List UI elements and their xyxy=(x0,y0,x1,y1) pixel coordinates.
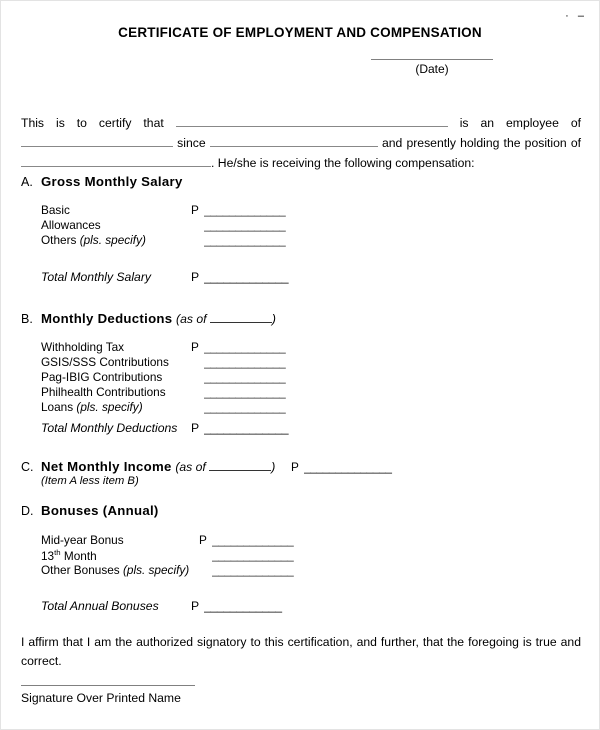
item-label-hint: (pls. specify) xyxy=(76,400,143,414)
intro-text-2: is an employee of xyxy=(459,116,581,130)
peso-sign: P xyxy=(191,203,199,217)
item-label-text: Philhealth Contributions xyxy=(41,385,166,399)
asof-label: (as of xyxy=(175,460,206,474)
list-item xyxy=(41,385,321,400)
section-b-items xyxy=(41,340,321,415)
section-a-letter: A. xyxy=(21,175,33,189)
position-blank[interactable] xyxy=(21,154,211,167)
amount-blank[interactable]: _____________ xyxy=(204,385,286,399)
item-label-text: Loans xyxy=(41,400,77,414)
item-label xyxy=(41,218,101,232)
item-label-text: GSIS/SSS Contributions xyxy=(41,355,169,369)
item-label xyxy=(41,400,143,414)
item-label-hint: (pls. specify) xyxy=(122,563,190,577)
section-c-note: (Item A less item B) xyxy=(41,475,139,487)
item-label-hint: (pls. specify) xyxy=(79,233,146,247)
item-label xyxy=(41,340,124,354)
section-a-items xyxy=(41,203,321,248)
date-caption: (Date) xyxy=(415,62,449,76)
item-label xyxy=(41,370,162,384)
employee-name-blank[interactable] xyxy=(176,114,448,127)
peso-sign: P xyxy=(191,340,199,354)
peso-sign: P xyxy=(199,533,207,547)
amount-blank[interactable]: _____________ xyxy=(204,218,286,232)
item-label-text: Other Bonuses xyxy=(41,563,123,577)
section-a-heading xyxy=(21,174,183,189)
amount-blank[interactable]: _____________ xyxy=(204,203,286,217)
amount-blank[interactable]: _____________ xyxy=(204,340,286,354)
section-d-title: Bonuses (Annual) xyxy=(41,503,159,518)
list-item xyxy=(41,370,321,385)
asof-label: (as of xyxy=(176,312,207,326)
amount-blank[interactable]: _____________ xyxy=(204,233,286,247)
item-label-suffix: Month xyxy=(60,548,97,563)
list-item xyxy=(41,548,331,563)
item-label xyxy=(41,548,97,563)
item-label-text: Others xyxy=(41,233,80,247)
item-label-ordinal: th xyxy=(54,548,61,557)
intro-paragraph xyxy=(21,113,581,173)
item-label xyxy=(41,355,169,369)
date-blank-line[interactable] xyxy=(371,59,493,60)
total-amount-blank[interactable]: _____________ xyxy=(204,270,289,284)
section-c-amount-blank[interactable]: ______________ xyxy=(304,460,392,474)
date-field-block xyxy=(371,59,493,76)
list-item xyxy=(41,563,331,578)
item-label xyxy=(41,563,189,577)
item-label xyxy=(41,203,70,217)
asof-close: ) xyxy=(271,460,276,474)
item-label-text: 13 xyxy=(41,548,55,563)
list-item xyxy=(41,533,331,548)
company-name-blank[interactable] xyxy=(21,134,173,147)
list-item xyxy=(41,203,321,218)
page-title: CERTIFICATE OF EMPLOYMENT AND COMPENSATION xyxy=(118,25,482,40)
corner-marks: · – xyxy=(565,10,587,22)
section-b-asof xyxy=(176,312,276,326)
list-item xyxy=(41,400,321,415)
item-label-text: Pag-IBIG Contributions xyxy=(41,370,163,384)
section-b-letter: B. xyxy=(21,312,33,326)
item-label-text: Withholding Tax xyxy=(41,340,125,354)
item-label xyxy=(41,533,124,547)
section-b-total xyxy=(41,421,361,435)
list-item xyxy=(41,218,321,233)
section-a-title: Gross Monthly Salary xyxy=(41,174,183,189)
signature-caption: Signature Over Printed Name xyxy=(21,691,181,705)
peso-sign: P xyxy=(191,421,200,435)
section-d-total xyxy=(41,599,341,613)
section-c-peso: P xyxy=(291,460,299,474)
section-d-items xyxy=(41,533,331,578)
asof-date-blank[interactable] xyxy=(209,459,271,471)
section-c-title: Net Monthly Income xyxy=(41,459,172,474)
list-item xyxy=(41,233,321,248)
list-item xyxy=(41,340,321,355)
amount-blank[interactable]: _____________ xyxy=(204,355,286,369)
signature-line[interactable] xyxy=(21,685,195,686)
asof-close: ) xyxy=(271,312,276,326)
asof-date-blank[interactable] xyxy=(210,311,272,323)
amount-blank[interactable]: _____________ xyxy=(204,370,286,384)
item-label xyxy=(41,233,146,247)
amount-blank[interactable]: _____________ xyxy=(212,548,294,562)
amount-blank[interactable]: _____________ xyxy=(212,533,294,547)
peso-sign: P xyxy=(191,270,200,284)
since-date-blank[interactable] xyxy=(210,134,378,147)
total-amount-blank[interactable]: _____________ xyxy=(204,421,289,435)
section-d-letter: D. xyxy=(21,504,34,518)
affirmation-paragraph: I affirm that I am the authorized signatory to this certification, and further, that the foregoing is true and correct. xyxy=(21,635,581,668)
section-d-heading xyxy=(21,503,159,518)
item-label xyxy=(41,385,166,399)
item-label-text: Mid-year Bonus xyxy=(41,533,124,547)
section-b-title: Monthly Deductions xyxy=(41,311,173,326)
total-amount-blank[interactable]: ____________ xyxy=(204,599,282,613)
intro-text-1: This is to certify that xyxy=(21,116,164,130)
section-a-total xyxy=(41,270,341,284)
total-label: Total Annual Bonuses xyxy=(41,599,159,613)
section-c-asof xyxy=(175,460,275,474)
intro-text-3: since xyxy=(177,136,206,150)
intro-text-4: and presently holding the position of xyxy=(381,136,582,150)
section-c-letter: C. xyxy=(21,460,34,474)
item-label-text: Basic xyxy=(41,203,70,217)
section-b-heading xyxy=(21,311,276,326)
total-label: Total Monthly Salary xyxy=(41,270,151,284)
intro-text-5: . He/she is receiving the following compensation: xyxy=(211,156,475,170)
amount-blank[interactable]: _____________ xyxy=(212,563,294,577)
section-c-heading xyxy=(21,459,275,474)
peso-sign: P xyxy=(191,599,200,613)
total-label: Total Monthly Deductions xyxy=(41,421,178,435)
item-label-text: Allowances xyxy=(41,218,101,232)
amount-blank[interactable]: _____________ xyxy=(204,400,286,414)
list-item xyxy=(41,355,321,370)
